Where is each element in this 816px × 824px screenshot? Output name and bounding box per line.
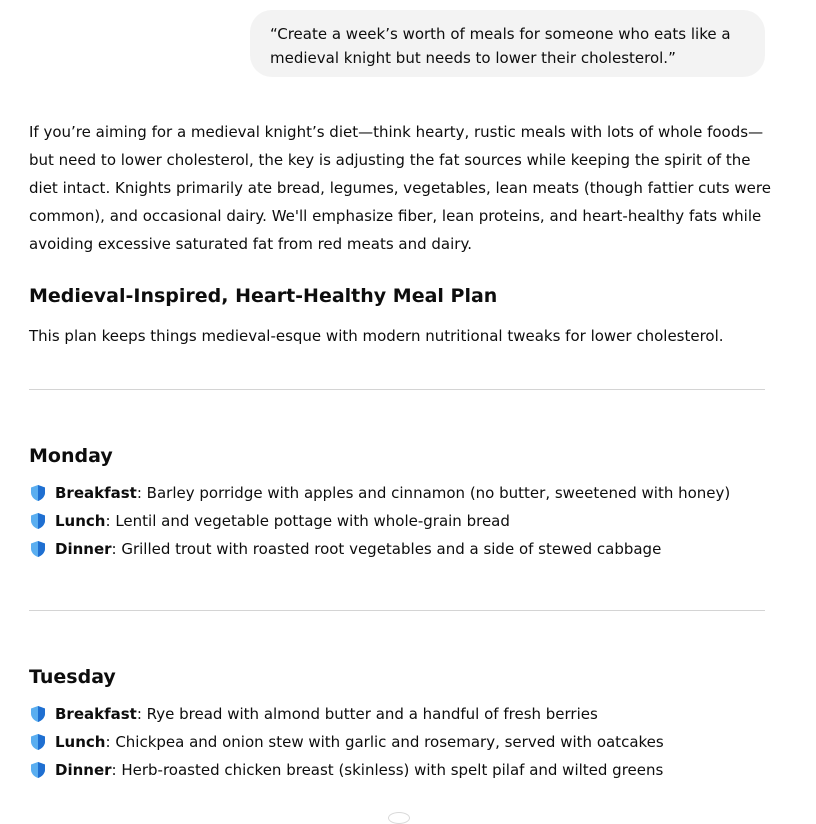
day-title-tuesday: Tuesday: [29, 666, 116, 688]
shield-icon: [29, 733, 47, 751]
list-item: [29, 728, 664, 756]
meal-label: Dinner: [55, 761, 112, 779]
plan-title: Medieval-Inspired, Heart-Healthy Meal Plan: [29, 285, 498, 307]
day-title-monday: Monday: [29, 445, 113, 467]
divider: [29, 389, 765, 390]
meal-label: Dinner: [55, 540, 112, 558]
list-item: [29, 479, 730, 507]
meal-list-tuesday: [29, 700, 664, 784]
shield-icon: [29, 540, 47, 558]
meal-label: Lunch: [55, 733, 106, 751]
meal-label: Breakfast: [55, 484, 137, 502]
scroll-down-button[interactable]: [388, 812, 410, 824]
plan-subtitle: This plan keeps things medieval-esque with modern nutritional tweaks for lower cholesterol.: [29, 327, 724, 345]
meal-text: : Grilled trout with roasted root vegetables and a side of stewed cabbage: [111, 540, 662, 558]
list-item: [29, 756, 664, 784]
list-item: [29, 507, 730, 535]
list-item: [29, 700, 664, 728]
meal-label: Breakfast: [55, 705, 137, 723]
meal-text: : Lentil and vegetable pottage with whole-grain bread: [105, 512, 510, 530]
response-intro: If you’re aiming for a medieval knight’s diet—think hearty, rustic meals with lots of whole foods—but need to lower cholesterol, the key is adjusting the fat sources while keeping the spirit of the diet intact. Knights primarily ate bread, legumes, vegetables, lean meats (though fattier cuts were common), and occasional dairy. We'll emphasize fiber, lean proteins, and heart-healthy fats while avoiding excessive saturated fat from red meats and dairy.: [29, 123, 771, 253]
user-message-text: “Create a week’s worth of meals for someone who eats like a medieval knight but needs to lower their cholesterol.”: [270, 25, 731, 67]
assistant-response: [29, 118, 774, 348]
meal-text: : Herb-roasted chicken breast (skinless) with spelt pilaf and wilted greens: [111, 761, 664, 779]
shield-icon: [29, 512, 47, 530]
meal-text: : Rye bread with almond butter and a handful of fresh berries: [136, 705, 598, 723]
list-item: [29, 535, 730, 563]
shield-icon: [29, 761, 47, 779]
meal-text: : Chickpea and onion stew with garlic and rosemary, served with oatcakes: [105, 733, 664, 751]
shield-icon: [29, 705, 47, 723]
shield-icon: [29, 484, 47, 502]
meal-text: : Barley porridge with apples and cinnamon (no butter, sweetened with honey): [136, 484, 731, 502]
meal-list-monday: [29, 479, 730, 563]
meal-label: Lunch: [55, 512, 106, 530]
user-message-bubble: [250, 10, 765, 77]
divider: [29, 610, 765, 611]
